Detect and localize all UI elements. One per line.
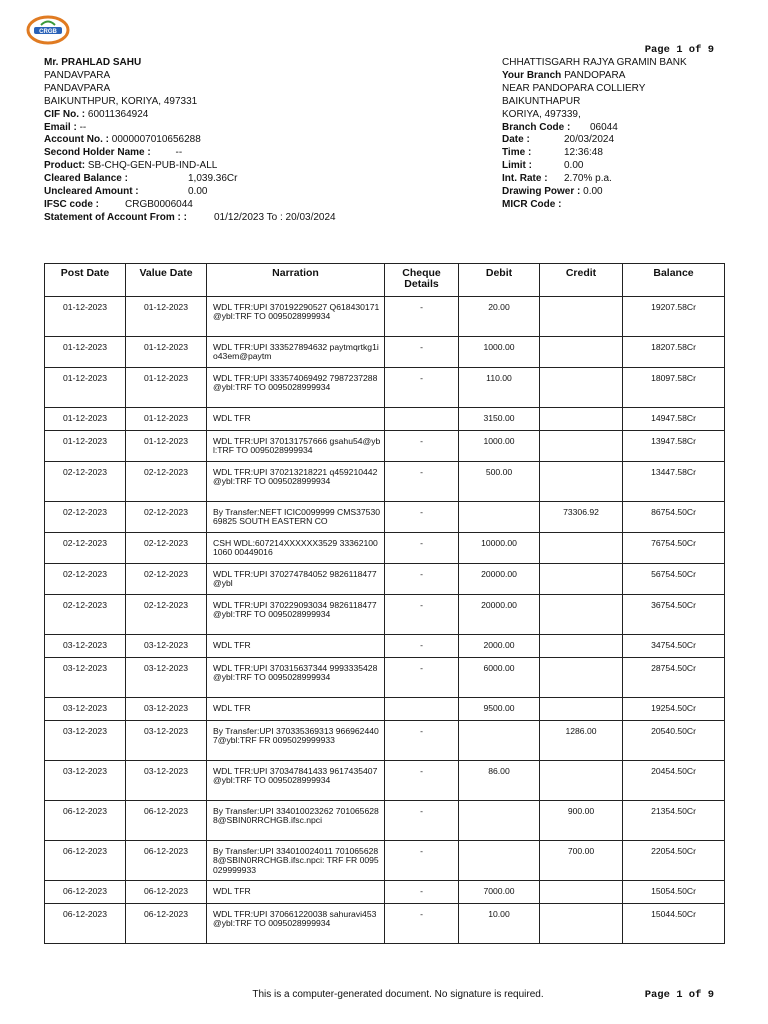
branch-code-row (502, 122, 742, 135)
interest-rate-label: Int. Rate : (502, 173, 548, 185)
narration-cell: WDL TFR:UPI 370229093034 9826118477@ybl:TRF TO 0095028999934 (207, 595, 385, 635)
balance-cell: 13447.58Cr (623, 462, 725, 502)
credit-cell (540, 881, 623, 904)
interest-rate-row (502, 173, 742, 186)
time-value: 12:36:48 (564, 147, 603, 159)
limit-value: 0.00 (564, 160, 584, 172)
micr-label: MICR Code : (502, 198, 562, 210)
branch-code-value: 06044 (590, 121, 618, 133)
table-row (45, 533, 725, 564)
interest-rate-value: 2.70% p.a. (564, 173, 612, 185)
ifsc-label: IFSC code : (44, 198, 100, 210)
table-row (45, 502, 725, 533)
credit-cell (540, 431, 623, 462)
debit-cell: 7000.00 (459, 881, 540, 904)
table-row (45, 881, 725, 904)
cheque-details-cell: - (385, 462, 459, 502)
narration-cell: WDL TFR (207, 635, 385, 658)
header-narration: Narration (207, 264, 385, 297)
page-number-bottom: Page 1 of 9 (644, 989, 714, 1001)
narration-cell: WDL TFR:UPI 333574069492 7987237288@ybl:TRF TO 0095028999934 (207, 368, 385, 408)
narration-cell: WDL TFR:UPI 370315637344 9993335428@ybl:TRF TO 0095028999934 (207, 658, 385, 698)
narration-cell: WDL TFR (207, 408, 385, 431)
cheque-details-cell: - (385, 658, 459, 698)
balance-cell: 20540.50Cr (623, 721, 725, 761)
debit-cell (459, 841, 540, 881)
value-date-cell: 06-12-2023 (126, 801, 207, 841)
table-row (45, 297, 725, 337)
second-holder-value: -- (175, 147, 183, 159)
bank-address-line-1: NEAR PANDOPARA COLLIERY (502, 82, 646, 94)
table-row (45, 408, 725, 431)
value-date-cell: 01-12-2023 (126, 297, 207, 337)
value-date-cell: 02-12-2023 (126, 462, 207, 502)
narration-cell: WDL TFR (207, 698, 385, 721)
debit-cell: 1000.00 (459, 431, 540, 462)
header-cheque-details: Cheque Details (385, 264, 459, 297)
post-date-cell: 03-12-2023 (45, 658, 126, 698)
table-row (45, 841, 725, 881)
time-row (502, 147, 742, 160)
cheque-details-cell: - (385, 761, 459, 801)
cheque-details-cell: - (385, 502, 459, 533)
credit-cell (540, 408, 623, 431)
cheque-details-cell: - (385, 297, 459, 337)
post-date-cell: 01-12-2023 (45, 431, 126, 462)
logo-text: CRGB (39, 29, 57, 35)
email-label: Email : (44, 121, 77, 133)
ifsc-value: CRGB0006044 (125, 198, 193, 210)
post-date-cell: 01-12-2023 (45, 297, 126, 337)
post-date-cell: 03-12-2023 (45, 761, 126, 801)
value-date-cell: 06-12-2023 (126, 881, 207, 904)
balance-cell: 19254.50Cr (623, 698, 725, 721)
cif-label: CIF No. : (44, 108, 86, 120)
value-date-cell: 03-12-2023 (126, 698, 207, 721)
debit-cell (459, 721, 540, 761)
branch-label: Your Branch (502, 69, 562, 81)
table-row (45, 761, 725, 801)
micr-row (502, 199, 742, 212)
post-date-cell: 01-12-2023 (45, 408, 126, 431)
cheque-details-cell: - (385, 368, 459, 408)
value-date-cell: 03-12-2023 (126, 658, 207, 698)
debit-cell: 110.00 (459, 368, 540, 408)
post-date-cell: 06-12-2023 (45, 881, 126, 904)
table-row (45, 658, 725, 698)
balance-cell: 56754.50Cr (623, 564, 725, 595)
credit-cell (540, 533, 623, 564)
cheque-details-cell: - (385, 564, 459, 595)
post-date-cell: 02-12-2023 (45, 462, 126, 502)
table-row (45, 431, 725, 462)
narration-cell: By Transfer:NEFT ICIC0099999 CMS3753069825 SOUTH EASTERN CO (207, 502, 385, 533)
debit-cell (459, 502, 540, 533)
narration-cell: By Transfer:UPI 370335369313 9669624407@ybl:TRF FR 0095029999933 (207, 721, 385, 761)
balance-cell: 86754.50Cr (623, 502, 725, 533)
balance-cell: 28754.50Cr (623, 658, 725, 698)
footer-note: This is a computer-generated document. No signature is required. (252, 989, 544, 1000)
post-date-cell: 02-12-2023 (45, 564, 126, 595)
debit-cell: 10.00 (459, 904, 540, 944)
branch-code-label: Branch Code : (502, 121, 571, 133)
post-date-cell: 02-12-2023 (45, 502, 126, 533)
cheque-details-cell (385, 408, 459, 431)
value-date-cell: 01-12-2023 (126, 408, 207, 431)
value-date-cell: 03-12-2023 (126, 761, 207, 801)
account-value: 0000007010656288 (111, 134, 201, 146)
balance-cell: 22054.50Cr (623, 841, 725, 881)
cheque-details-cell (385, 698, 459, 721)
table-body (45, 297, 725, 944)
debit-cell: 20000.00 (459, 564, 540, 595)
value-date-cell: 03-12-2023 (126, 721, 207, 761)
credit-cell (540, 297, 623, 337)
narration-cell: By Transfer:UPI 334010023262 7010656288@SBIN0RRCHGB.ifsc.npci (207, 801, 385, 841)
statement-period-row (44, 212, 464, 225)
header-credit: Credit (540, 264, 623, 297)
table-row (45, 337, 725, 368)
branch-row (502, 70, 742, 83)
cheque-details-cell: - (385, 635, 459, 658)
post-date-cell: 03-12-2023 (45, 698, 126, 721)
header-debit: Debit (459, 264, 540, 297)
post-date-cell: 01-12-2023 (45, 337, 126, 368)
customer-address-line-3: BAIKUNTHPUR, KORIYA, 497331 (44, 95, 198, 107)
debit-cell: 86.00 (459, 761, 540, 801)
statement-period-label: Statement of Account From : : (44, 211, 187, 223)
narration-cell: WDL TFR:UPI 333527894632 paytmqrtkg1io43em@paytm (207, 337, 385, 368)
narration-cell: CSH WDL:607214XXXXXX3529 333621001060 00449016 (207, 533, 385, 564)
uncleared-amount-row (44, 186, 464, 199)
time-label: Time : (502, 147, 532, 159)
cleared-balance-label: Cleared Balance : (44, 173, 128, 185)
post-date-cell: 02-12-2023 (45, 595, 126, 635)
credit-cell (540, 635, 623, 658)
product-value: SB-CHQ-GEN-PUB-IND-ALL (87, 160, 218, 172)
post-date-cell: 03-12-2023 (45, 721, 126, 761)
cif-value: 60011364924 (87, 108, 149, 120)
balance-cell: 76754.50Cr (623, 533, 725, 564)
value-date-cell: 02-12-2023 (126, 533, 207, 564)
value-date-cell: 02-12-2023 (126, 502, 207, 533)
uncleared-amount-label: Uncleared Amount : (44, 186, 139, 198)
table-row (45, 462, 725, 502)
bank-address-line-2: BAIKUNTHAPUR (502, 95, 581, 107)
cleared-balance-value: 1,039.36Cr (188, 173, 238, 185)
customer-address-line-1: PANDAVPARA (44, 69, 111, 81)
cheque-details-cell: - (385, 721, 459, 761)
balance-cell: 20454.50Cr (623, 761, 725, 801)
credit-cell (540, 698, 623, 721)
balance-cell: 34754.50Cr (623, 635, 725, 658)
balance-cell: 15054.50Cr (623, 881, 725, 904)
bank-address-line-3: KORIYA, 497339, (502, 108, 581, 120)
product-row (44, 160, 464, 173)
debit-cell: 500.00 (459, 462, 540, 502)
credit-cell (540, 658, 623, 698)
balance-cell: 18097.58Cr (623, 368, 725, 408)
limit-label: Limit : (502, 160, 532, 172)
credit-cell (540, 761, 623, 801)
value-date-cell: 03-12-2023 (126, 635, 207, 658)
credit-cell (540, 462, 623, 502)
value-date-cell: 02-12-2023 (126, 595, 207, 635)
table-row (45, 698, 725, 721)
drawing-power-label: Drawing Power : (502, 186, 581, 198)
credit-cell (540, 564, 623, 595)
post-date-cell: 06-12-2023 (45, 801, 126, 841)
page-number-top: Page 1 of 9 (644, 44, 714, 56)
product-label: Product: (44, 160, 86, 172)
header-balance: Balance (623, 264, 725, 297)
ifsc-row (44, 199, 464, 212)
table-header-row (45, 264, 725, 297)
debit-cell (459, 801, 540, 841)
balance-cell: 14947.58Cr (623, 408, 725, 431)
date-value: 20/03/2024 (564, 134, 615, 146)
cheque-details-cell: - (385, 337, 459, 368)
account-row (44, 134, 464, 147)
cheque-details-cell: - (385, 904, 459, 944)
post-date-cell: 06-12-2023 (45, 904, 126, 944)
balance-cell: 19207.58Cr (623, 297, 725, 337)
value-date-cell: 01-12-2023 (126, 368, 207, 408)
header-value-date: Value Date (126, 264, 207, 297)
table-row (45, 904, 725, 944)
customer-name: Mr. PRAHLAD SAHU (44, 57, 142, 68)
credit-cell (540, 595, 623, 635)
drawing-power-value: 0.00 (583, 186, 603, 198)
header-post-date: Post Date (45, 264, 126, 297)
uncleared-amount-value: 0.00 (188, 186, 208, 198)
cheque-details-cell: - (385, 801, 459, 841)
cif-row (44, 109, 464, 122)
statement-period-value: 01/12/2023 To : 20/03/2024 (214, 211, 336, 223)
post-date-cell: 03-12-2023 (45, 635, 126, 658)
bank-details (502, 57, 742, 212)
credit-cell (540, 337, 623, 368)
narration-cell: WDL TFR:UPI 370192290527 Q618430171@ybl:TRF TO 0095028999934 (207, 297, 385, 337)
debit-cell: 20000.00 (459, 595, 540, 635)
narration-cell: WDL TFR:UPI 370347841433 9617435407@ybl:TRF TO 0095028999934 (207, 761, 385, 801)
customer-address-line-2: PANDAVPARA (44, 82, 111, 94)
credit-cell: 73306.92 (540, 502, 623, 533)
narration-cell: By Transfer:UPI 334010024011 7010656288@SBIN0RRCHGB.ifsc.npci: TRF FR 0095029999933 (207, 841, 385, 881)
cheque-details-cell: - (385, 595, 459, 635)
table-row (45, 368, 725, 408)
debit-cell: 9500.00 (459, 698, 540, 721)
cheque-details-cell: - (385, 431, 459, 462)
bank-logo (26, 15, 70, 45)
date-label: Date : (502, 134, 530, 146)
narration-cell: WDL TFR:UPI 370274784052 9826118477@ybl (207, 564, 385, 595)
debit-cell: 20.00 (459, 297, 540, 337)
balance-cell: 13947.58Cr (623, 431, 725, 462)
account-label: Account No. : (44, 134, 109, 146)
table-row (45, 721, 725, 761)
credit-cell: 700.00 (540, 841, 623, 881)
date-row (502, 134, 742, 147)
customer-details (44, 57, 464, 225)
value-date-cell: 02-12-2023 (126, 564, 207, 595)
post-date-cell: 02-12-2023 (45, 533, 126, 564)
table-row (45, 801, 725, 841)
cheque-details-cell: - (385, 881, 459, 904)
debit-cell: 10000.00 (459, 533, 540, 564)
balance-cell: 15044.50Cr (623, 904, 725, 944)
balance-cell: 18207.58Cr (623, 337, 725, 368)
second-holder-label: Second Holder Name : (44, 147, 151, 159)
email-value: -- (79, 121, 87, 133)
debit-cell: 6000.00 (459, 658, 540, 698)
cleared-balance-row (44, 173, 464, 186)
balance-cell: 36754.50Cr (623, 595, 725, 635)
value-date-cell: 01-12-2023 (126, 431, 207, 462)
narration-cell: WDL TFR:UPI 370131757666 gsahu54@ybl:TRF TO 0095028999934 (207, 431, 385, 462)
branch-value: PANDOPARA (564, 69, 626, 81)
credit-cell: 1286.00 (540, 721, 623, 761)
debit-cell: 1000.00 (459, 337, 540, 368)
table-row (45, 564, 725, 595)
post-date-cell: 06-12-2023 (45, 841, 126, 881)
cheque-details-cell: - (385, 533, 459, 564)
email-row (44, 122, 464, 135)
cheque-details-cell: - (385, 841, 459, 881)
second-holder-row (44, 147, 464, 160)
value-date-cell: 01-12-2023 (126, 337, 207, 368)
value-date-cell: 06-12-2023 (126, 904, 207, 944)
credit-cell (540, 904, 623, 944)
debit-cell: 2000.00 (459, 635, 540, 658)
debit-cell: 3150.00 (459, 408, 540, 431)
post-date-cell: 01-12-2023 (45, 368, 126, 408)
statement-table (44, 263, 725, 944)
narration-cell: WDL TFR (207, 881, 385, 904)
narration-cell: WDL TFR:UPI 370213218221 q459210442@ybl:TRF TO 0095028999934 (207, 462, 385, 502)
table-row (45, 635, 725, 658)
value-date-cell: 06-12-2023 (126, 841, 207, 881)
credit-cell: 900.00 (540, 801, 623, 841)
bank-name: CHHATTISGARH RAJYA GRAMIN BANK (502, 57, 687, 68)
table-row (45, 595, 725, 635)
limit-row (502, 160, 742, 173)
drawing-power-row (502, 186, 742, 199)
credit-cell (540, 368, 623, 408)
balance-cell: 21354.50Cr (623, 801, 725, 841)
narration-cell: WDL TFR:UPI 370661220038 sahuravi453@ybl:TRF TO 0095028999934 (207, 904, 385, 944)
